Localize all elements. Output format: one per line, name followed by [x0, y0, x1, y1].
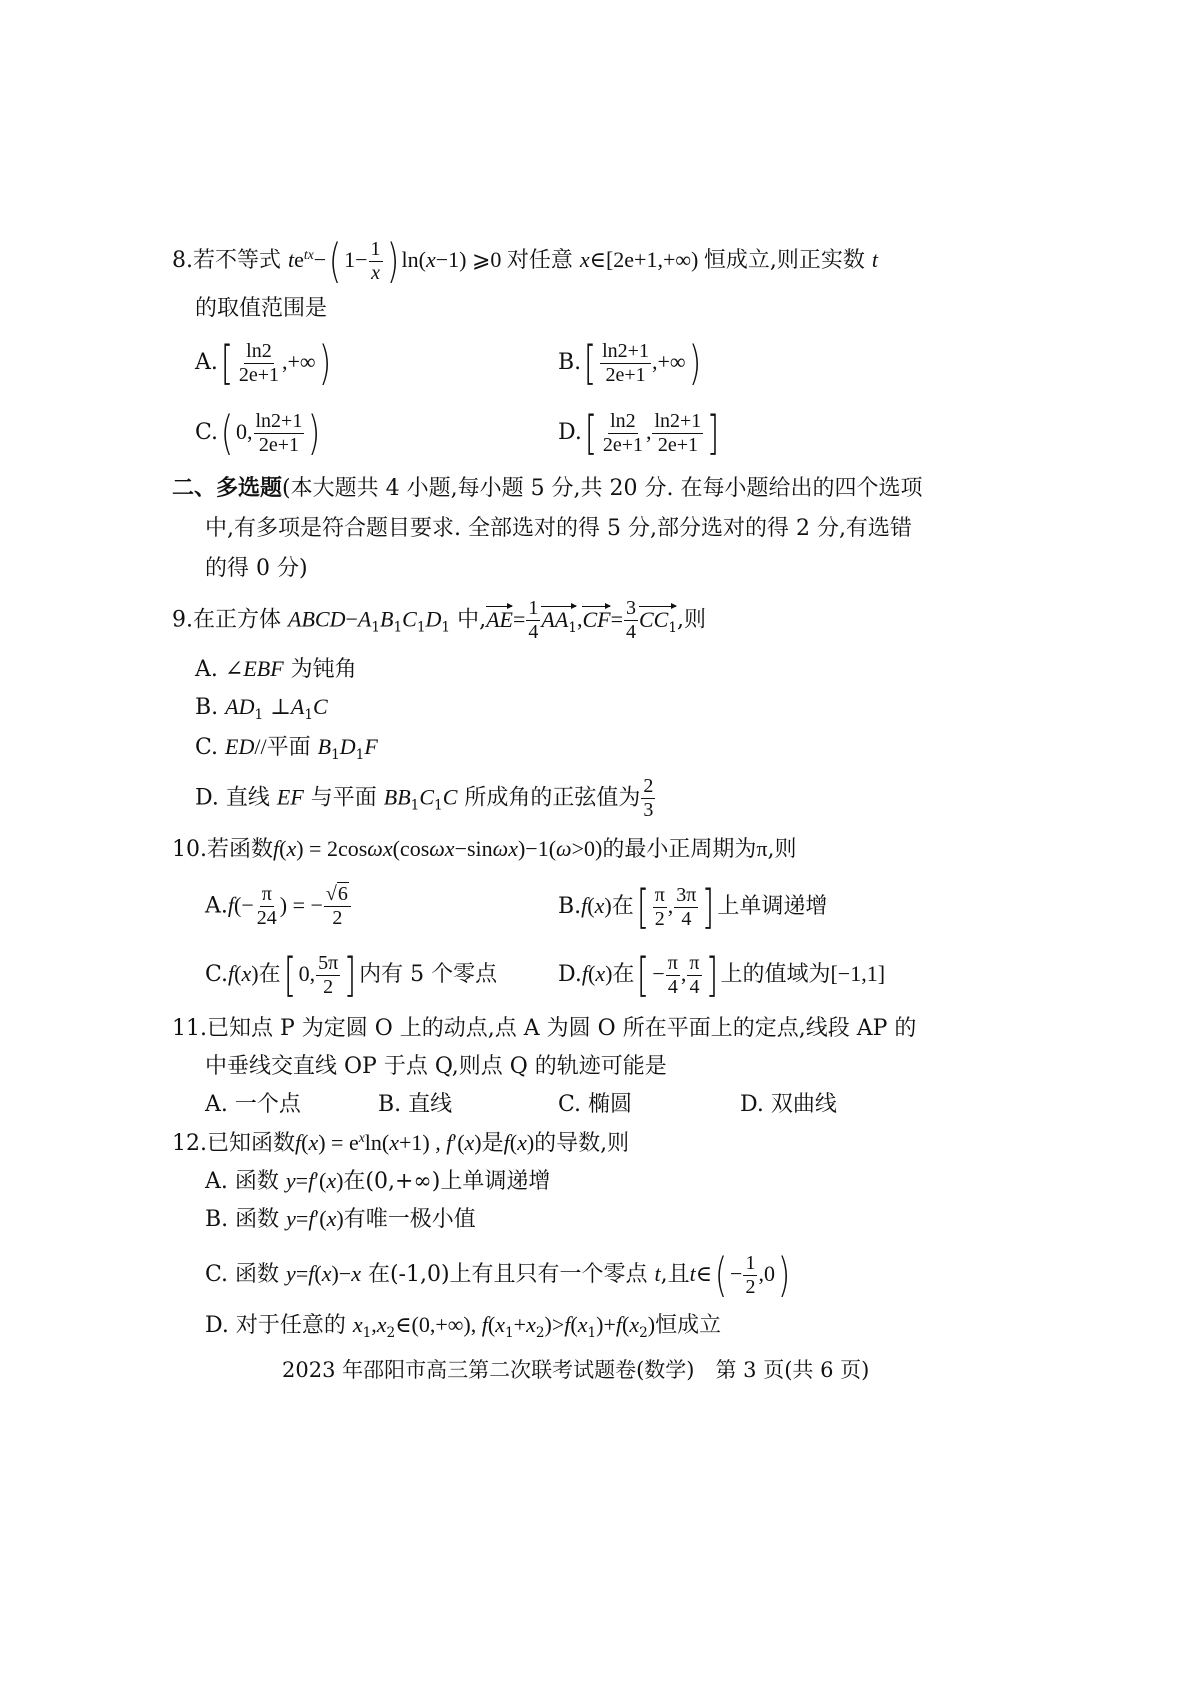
q9-option-a: A. ∠EBF 为钝角	[195, 656, 357, 682]
q10-option-b: B.f(x)在[ $\frac{\pi}{2}$ , $\frac{3\pi}{4}$ ] 上单调递增	[558, 880, 828, 934]
q11-option-d: D. 双曲线	[740, 1092, 837, 1117]
q12-option-c: C. 函数 y=f(x)−x 在(-1,0)上有且只有一个零点 t,且t∈( − $\frac{1}{2}$ ,0)	[205, 1248, 791, 1302]
q12-option-a: A. 函数 y=f′(x)在(0,+∞)上单调递增	[205, 1168, 551, 1194]
page-footer: 2023 年邵阳市高三第二次联考试题卷(数学) 第 3 页(共 6 页)	[282, 1358, 870, 1382]
q9-option-d: D. 直线 EF 与平面 $BB_1C_1C$ 所成角的正弦值为 $\frac{2}{3}$	[195, 775, 654, 821]
q8-option-c: C.( 0, $\frac{\ln 2+1}{2e+1}$ )	[195, 406, 321, 460]
q8-stem: 8.若不等式 $te^{tx}-$( 1− $\frac{1}{x}$ ) ln(x−1) ⩾0 对任意 x∈[2e+1,+∞) 恒成立,则正实数 t	[172, 234, 878, 288]
q9-number: 9.	[172, 607, 193, 633]
q11-option-a: A. 一个点	[205, 1092, 301, 1117]
section2-desc-line2: 中,有多项是符合题目要求. 全部选对的得 5 分,部分选对的得 2 分,有选错	[205, 516, 912, 541]
q11-stem: 11.已知点 P 为定圆 O 上的动点,点 A 为圆 O 所在平面上的定点,线段 AP 的	[172, 1016, 917, 1041]
section2-desc-line3: 的得 0 分)	[205, 556, 308, 581]
q9-stem: 9.在正方体 $ABCD-A_1B_1C_1D_1$ 中,AE= $\frac{1}{4}$ $AA_1,CF=$ $\frac{3}{4}$ $CC_1$,则	[172, 597, 707, 643]
q10-number: 10.	[172, 837, 207, 862]
q11-option-b: B. 直线	[378, 1092, 453, 1117]
q10-option-d: D.f(x)在[ − $\frac{\pi}{4}$ , $\frac{\pi}{4}$ ] 上的值域为[−1,1]	[558, 948, 886, 1002]
q10-option-c: C.f(x)在[ 0, $\frac{5\pi}{2}$ ] 内有 5 个零点	[205, 948, 498, 1002]
q9-option-c: C. ED//平面 $B_1D_1F$	[195, 734, 378, 763]
q8-option-d: D.[ $\frac{\ln 2}{2e+1}$ , $\frac{\ln 2+1}{2e+1}$ ]	[558, 406, 720, 460]
q11-option-c: C. 椭圆	[558, 1092, 633, 1117]
q8-option-b: B.[ $\frac{\ln 2+1}{2e+1}$ ,+∞)	[558, 336, 701, 390]
section2-title: 二、多选题	[172, 476, 283, 501]
q9-option-b: B. $AD_1$ $\perp A_1C$	[195, 694, 328, 723]
q11-stem-cont: 中垂线交直线 OP 于点 Q,则点 Q 的轨迹可能是	[205, 1054, 667, 1079]
q12-option-d: D. 对于任意的 $x_1,x_2\in(0,+\infty)$, $f(x_1+x_2)>f(x_1)+f(x_2)$恒成立	[205, 1312, 722, 1341]
section2-header: 二、多选题(本大题共 4 小题,每小题 5 分,共 20 分. 在每小题给出的四个选项	[172, 476, 923, 501]
q10-stem: 10.若函数f(x) = 2cosωx(cosωx−sinωx)−1(ω>0)的最小正周期为π,则	[172, 836, 797, 862]
q8-number: 8.	[172, 248, 193, 273]
q12-number: 12.	[172, 1131, 207, 1156]
q8-option-a: A.[ $\frac{\ln 2}{2e+1}$ ,+∞)	[195, 336, 331, 390]
q12-option-b: B. 函数 y=f′(x)有唯一极小值	[205, 1206, 476, 1232]
q10-option-a: A.f(− $\frac{\pi}{24}$ ) = − $\frac{√6}{2}$	[205, 884, 352, 929]
q12-stem: 12.已知函数$f(x) = e^x\ln(x+1)$ , f′(x)是f(x)的导数,则	[172, 1129, 630, 1156]
q11-number: 11.	[172, 1016, 207, 1041]
q8-stem-cont: 的取值范围是	[195, 296, 328, 321]
